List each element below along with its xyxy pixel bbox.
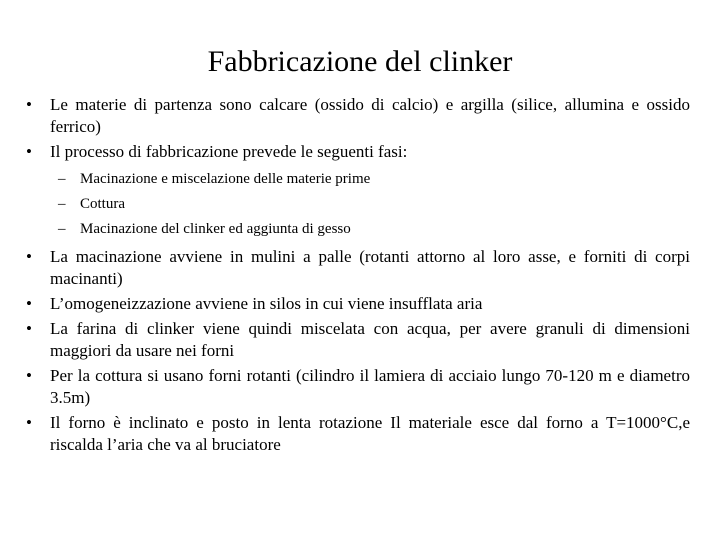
bullet-text: La macinazione avviene in mulini a palle (rotanti attorno al loro asse, e forniti di corpi macinanti) [50, 247, 690, 288]
bullet-item [24, 293, 690, 315]
slide-title: Fabbricazione del clinker [207, 45, 513, 78]
dash-marker: – [58, 221, 66, 237]
sub-bullet-item [24, 167, 690, 192]
sub-list [24, 167, 690, 242]
bullet-item [24, 318, 690, 362]
bullet-item [24, 141, 690, 163]
sub-bullet-text: Macinazione del clinker ed aggiunta di gesso [80, 221, 351, 237]
bullet-text: Il forno è inclinato e posto in lenta rotazione Il materiale esce dal forno a T=1000°C,e riscalda l’aria che va al bruciatore [50, 413, 690, 454]
dash-marker: – [58, 196, 66, 212]
slide-content [24, 94, 690, 459]
sub-bullet-text: Macinazione e miscelazione delle materie prime [80, 171, 371, 187]
sub-bullet-text: Cottura [80, 196, 125, 212]
sub-bullet-item [24, 192, 690, 217]
bullet-text: Le materie di partenza sono calcare (ossido di calcio) e argilla (silice, allumina e ossido ferrico) [50, 95, 690, 136]
bullet-item [24, 365, 690, 409]
bullet-marker: • [26, 319, 32, 338]
bullet-marker: • [26, 366, 32, 385]
bullet-marker: • [26, 294, 32, 313]
bullet-text: La farina di clinker viene quindi miscelata con acqua, per avere granuli di dimensioni maggiori da usare nei forni [50, 319, 690, 360]
bullet-marker: • [26, 413, 32, 432]
bullet-item [24, 94, 690, 138]
bullet-marker: • [26, 95, 32, 114]
bullet-item [24, 246, 690, 290]
bullet-text: Per la cottura si usano forni rotanti (cilindro il lamiera di acciaio lungo 70-120 m e diametro 3.5m) [50, 366, 690, 407]
bullet-item [24, 412, 690, 456]
bullet-text: Il processo di fabbricazione prevede le seguenti fasi: [50, 142, 408, 161]
bullet-marker: • [26, 247, 32, 266]
bullet-text: L’omogeneizzazione avviene in silos in cui viene insufflata aria [50, 294, 483, 313]
bullet-marker: • [26, 142, 32, 161]
sub-bullet-item [24, 217, 690, 242]
dash-marker: – [58, 171, 66, 187]
